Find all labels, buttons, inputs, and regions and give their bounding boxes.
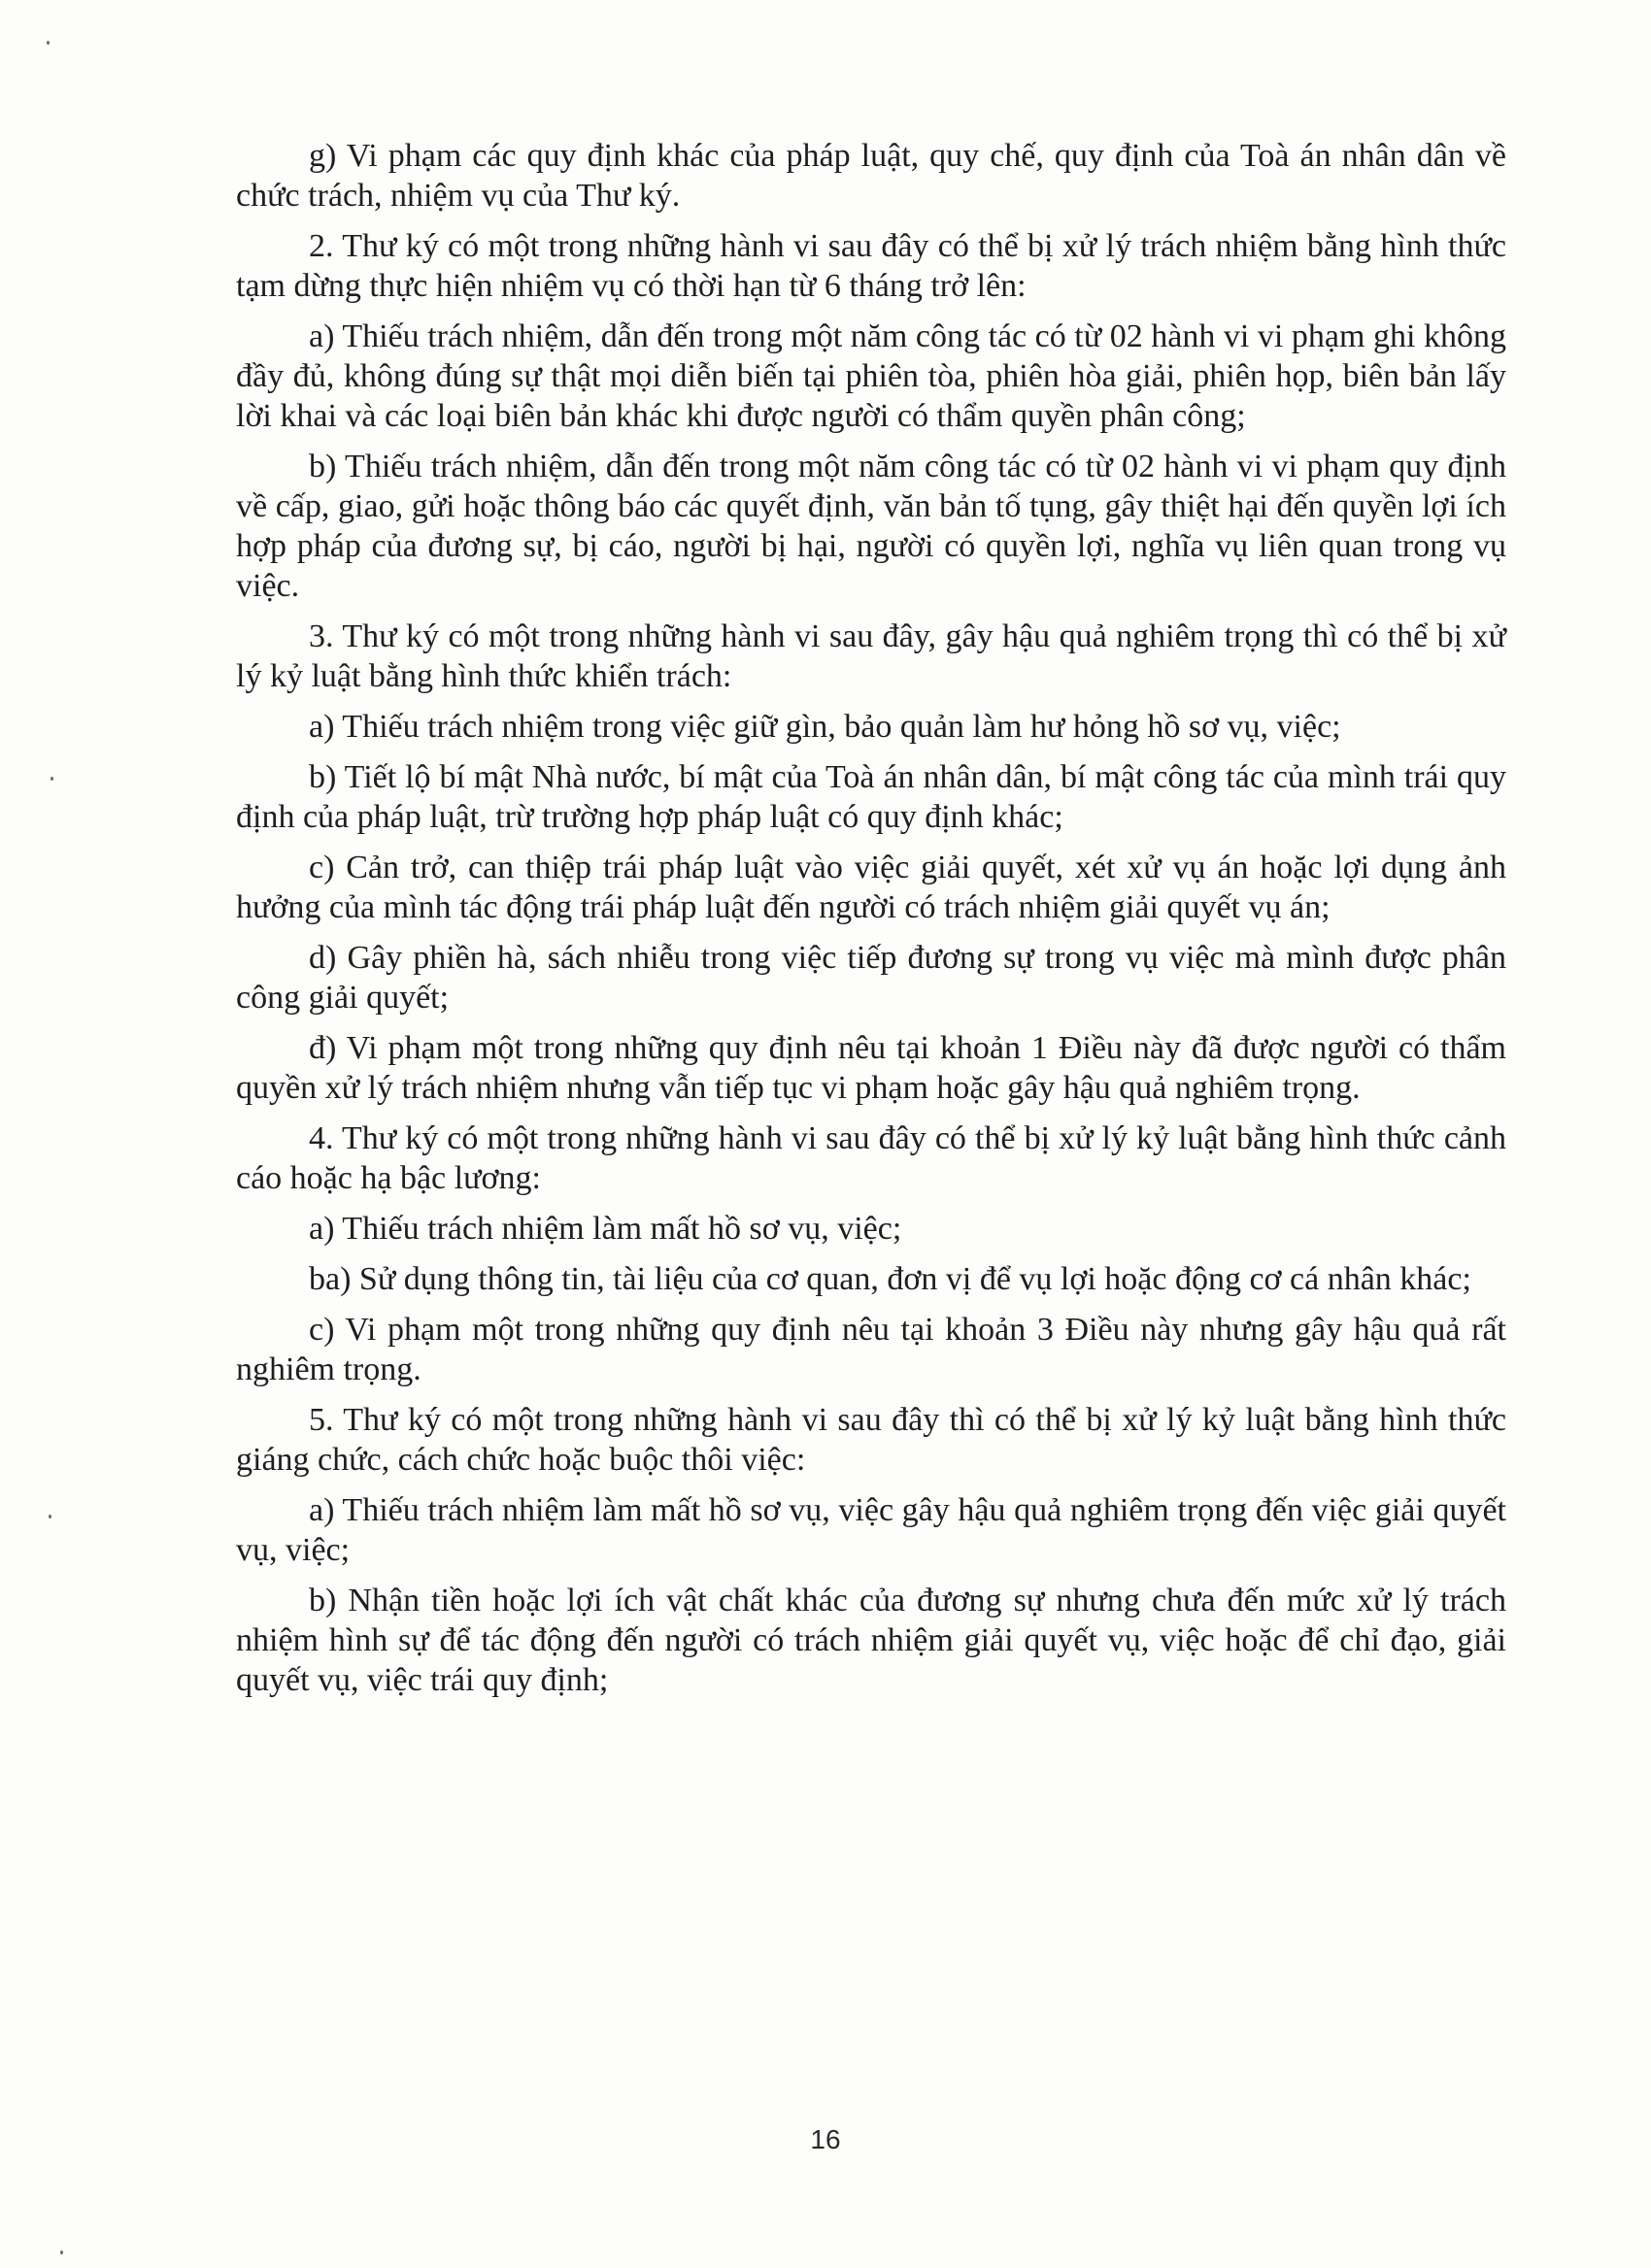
paragraph-clause-4a: a) Thiếu trách nhiệm làm mất hồ sơ vụ, việc; (309, 1211, 902, 1247)
scan-speck (60, 2251, 63, 2254)
paragraph-clause-2b: b) Thiếu trách nhiệm, dẫn đến trong một năm công tác có từ 02 hành vi vi phạm quy định về cấp, giao, gửi hoặc thông báo các quyết định, văn bản tố tụng, gây thiệt hại đến quyền lợi ích hợp pháp của đương sự, bị cáo, người bị hại, người có quyền lợi, nghĩa vụ liên quan trong vụ việc. (236, 449, 1506, 604)
scan-speck (51, 777, 53, 781)
paragraph-clause-5a: a) Thiếu trách nhiệm làm mất hồ sơ vụ, việc gây hậu quả nghiêm trọng đến việc giải quyết vụ, việc; (236, 1492, 1506, 1568)
paragraph-g-other-violations: g) Vi phạm các quy định khác của pháp luật, quy chế, quy định của Toà án nhân dân về chức trách, nhiệm vụ của Thư ký. (236, 138, 1506, 214)
paragraph-clause-3c: c) Cản trở, can thiệp trái pháp luật vào việc giải quyết, xét xử vụ án hoặc lợi dụng ảnh hưởng của mình tác động trái pháp luật đến người có trách nhiệm giải quyết vụ án; (236, 850, 1506, 925)
paragraph-clause-2: 2. Thư ký có một trong những hành vi sau đây có thể bị xử lý trách nhiệm bằng hình thức tạm dừng thực hiện nhiệm vụ có thời hạn từ 6 tháng trở lên: (236, 228, 1506, 304)
paragraph-clause-4: 4. Thư ký có một trong những hành vi sau đây có thể bị xử lý kỷ luật bằng hình thức cảnh cáo hoặc hạ bậc lương: (236, 1120, 1506, 1196)
paragraph-clause-3dd: đ) Vi phạm một trong những quy định nêu tại khoản 1 Điều này đã được người có thẩm quyền xử lý trách nhiệm nhưng vẫn tiếp tục vi phạm hoặc gây hậu quả nghiêm trọng. (236, 1030, 1506, 1106)
paragraph-clause-3b: b) Tiết lộ bí mật Nhà nước, bí mật của Toà án nhân dân, bí mật công tác của mình trái quy định của pháp luật, trừ trường hợp pháp luật có quy định khác; (236, 759, 1506, 835)
scan-speck (49, 1515, 51, 1518)
paragraph-clause-3a: a) Thiếu trách nhiệm trong việc giữ gìn, bảo quản làm hư hỏng hồ sơ vụ, việc; (309, 709, 1341, 745)
paragraph-clause-3: 3. Thư ký có một trong những hành vi sau đây, gây hậu quả nghiêm trọng thì có thể bị xử lý kỷ luật bằng hình thức khiển trách: (236, 618, 1506, 694)
paragraph-clause-5: 5. Thư ký có một trong những hành vi sau đây thì có thể bị xử lý kỷ luật bằng hình thức giáng chức, cách chức hoặc buộc thôi việc: (236, 1402, 1506, 1478)
paragraph-clause-4c: c) Vi phạm một trong những quy định nêu tại khoản 3 Điều này nhưng gây hậu quả rất nghiêm trọng. (236, 1312, 1506, 1387)
paragraph-clause-3d: d) Gây phiền hà, sách nhiễu trong việc tiếp đương sự trong vụ việc mà mình được phân công giải quyết; (236, 940, 1506, 1016)
page-number: 16 (810, 2124, 841, 2154)
document-body (236, 136, 1506, 1711)
paragraph-clause-2a: a) Thiếu trách nhiệm, dẫn đến trong một năm công tác có từ 02 hành vi vi phạm ghi không đầy đủ, không đúng sự thật mọi diễn biến tại phiên tòa, phiên hòa giải, phiên họp, biên bản lấy lời khai và các loại biên bản khác khi được người có thẩm quyền phân công; (236, 318, 1506, 434)
paragraph-clause-4b: ba) Sử dụng thông tin, tài liệu của cơ quan, đơn vị để vụ lợi hoặc động cơ cá nhân khác; (309, 1261, 1471, 1297)
scan-speck (47, 41, 50, 45)
paragraph-clause-5b: b) Nhận tiền hoặc lợi ích vật chất khác của đương sự nhưng chưa đến mức xử lý trách nhiệm hình sự để tác động đến người có trách nhiệm giải quyết vụ, việc hoặc để chỉ đạo, giải quyết vụ, việc trái quy định; (236, 1583, 1506, 1698)
